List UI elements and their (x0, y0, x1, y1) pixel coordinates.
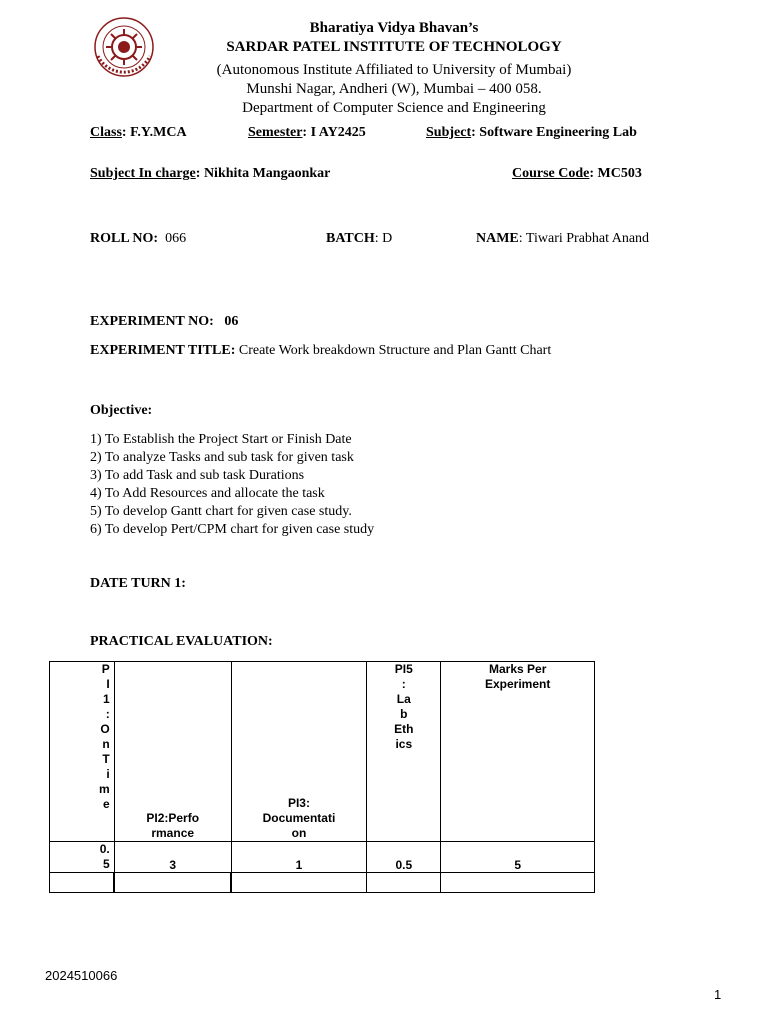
pi3-header: PI3: Documentati on (231, 662, 367, 842)
name-field (476, 231, 649, 247)
pi1-header: P I 1 : O n T i m e (50, 662, 115, 842)
table-row (50, 842, 595, 873)
empty-cell (367, 873, 441, 893)
batch-label: BATCH (326, 231, 375, 246)
objective-item: 3) To add Task and sub task Durations (90, 468, 305, 483)
class-value: : F.Y.MCA (121, 125, 187, 140)
pi3-value: 1 (231, 842, 367, 873)
address: Munshi Nagar, Andheri (W), Mumbai – 400 058. (246, 81, 542, 97)
pi5-value: 0.5 (367, 842, 441, 873)
footer-id: 2024510066 (45, 968, 118, 983)
evaluation-heading: PRACTICAL EVALUATION: (90, 634, 273, 649)
name-label: NAME (476, 231, 519, 246)
subject-value: : Software Engineering Lab (471, 125, 637, 140)
semester-field (248, 125, 366, 141)
empty-cell (441, 873, 595, 893)
semester-label: Semester (248, 125, 303, 140)
experiment-title-label: EXPERIMENT TITLE: (90, 343, 236, 358)
incharge-label: Subject In charge (90, 166, 196, 181)
roll-value: 066 (165, 231, 187, 246)
table-header-row (50, 662, 595, 842)
experiment-title (90, 343, 551, 359)
pi1-value: 0. 5 (50, 842, 115, 873)
class-field (90, 125, 187, 141)
incharge-field (90, 166, 330, 182)
batch-value: : D (374, 231, 393, 246)
department: Department of Computer Science and Engineering (242, 100, 546, 116)
name-value: : Tiwari Prabhat Anand (518, 231, 650, 246)
evaluation-table (49, 661, 595, 893)
objective-item: 2) To analyze Tasks and sub task for given task (90, 450, 354, 465)
pi2-value: 3 (114, 842, 231, 873)
semester-value: : I AY2425 (302, 125, 366, 140)
subject-label: Subject (426, 125, 472, 140)
class-label: Class (90, 125, 122, 140)
experiment-no (90, 314, 238, 330)
objective-item: 6) To develop Pert/CPM chart for given case study (90, 522, 375, 537)
experiment-no-value: 06 (224, 314, 239, 329)
course-code-label: Course Code (512, 166, 590, 181)
institute-name: SARDAR PATEL INSTITUTE OF TECHNOLOGY (226, 39, 562, 55)
empty-cell (50, 873, 115, 893)
roll-field (90, 231, 186, 247)
empty-cell (231, 873, 367, 893)
course-code-value: : MC503 (589, 166, 642, 181)
objective-list (90, 431, 374, 539)
marks-value: 5 (441, 842, 595, 873)
course-code-field (512, 166, 642, 182)
page-number: 1 (714, 987, 722, 1002)
pi2-header: PI2:Perfo rmance (114, 662, 231, 842)
date-turn: DATE TURN 1: (90, 576, 186, 591)
table-row (50, 873, 595, 893)
incharge-value: : Nikhita Mangaonkar (195, 166, 331, 181)
subject-field (426, 125, 637, 141)
experiment-title-value: Create Work breakdown Structure and Plan Gantt Chart (238, 343, 552, 358)
experiment-no-label: EXPERIMENT NO: (90, 314, 214, 329)
objective-item: 1) To Establish the Project Start or Finish Date (90, 432, 352, 447)
institute-logo (90, 16, 158, 78)
empty-cell (114, 873, 231, 893)
roll-label: ROLL NO: (90, 231, 159, 246)
objective-heading: Objective: (90, 403, 153, 418)
affiliation: (Autonomous Institute Affiliated to University of Mumbai) (216, 62, 572, 78)
objective-item: 4) To Add Resources and allocate the task (90, 486, 325, 501)
marks-header: Marks Per Experiment (441, 662, 595, 842)
org-name: Bharatiya Vidya Bhavan’s (309, 20, 479, 36)
objective-item: 5) To develop Gantt chart for given case study. (90, 504, 352, 519)
batch-field (326, 231, 392, 247)
pi5-header: PI5 : La b Eth ics (367, 662, 441, 842)
